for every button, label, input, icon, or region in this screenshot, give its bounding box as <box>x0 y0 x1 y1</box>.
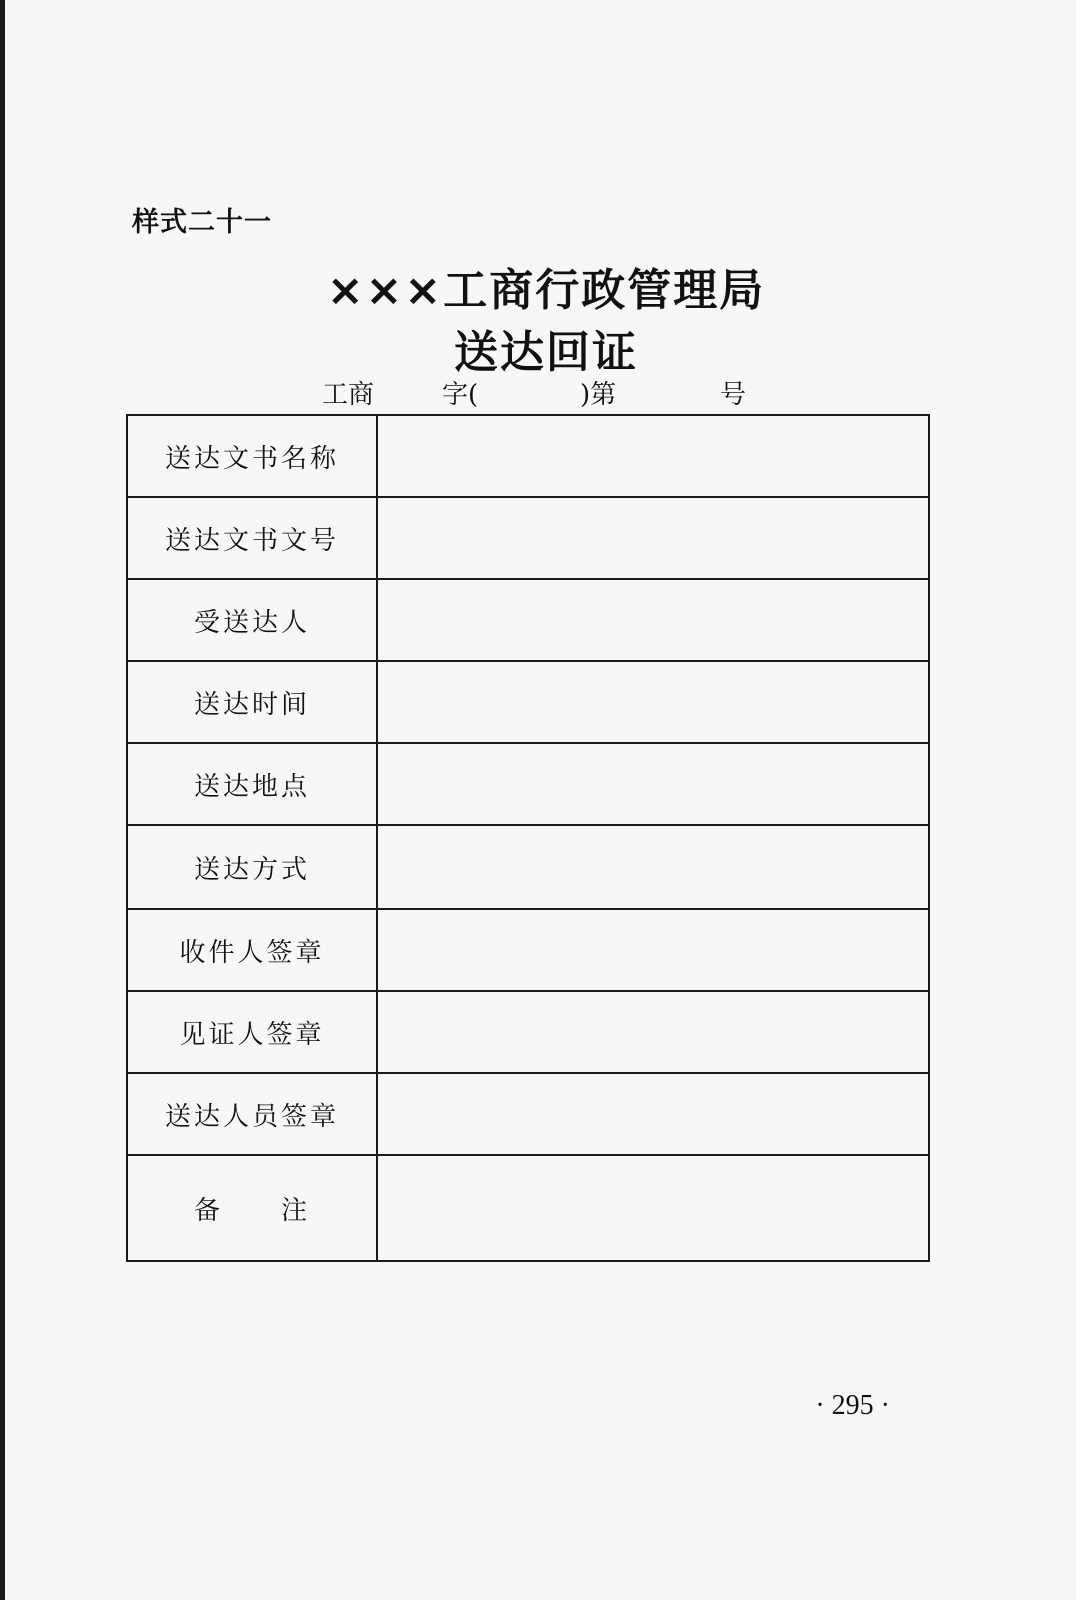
row-label: 送达方式 <box>127 825 377 909</box>
table-row <box>127 1155 929 1261</box>
page-spine-edge <box>0 0 5 1600</box>
table-row <box>127 909 929 991</box>
table-row <box>127 743 929 825</box>
row-value-field[interactable] <box>377 497 929 579</box>
agency-title: ×××工商行政管理局 <box>326 265 766 316</box>
row-label: 见证人签章 <box>127 991 377 1073</box>
row-label: 送达文书名称 <box>127 415 377 497</box>
table-row <box>127 579 929 661</box>
row-label: 备 注 <box>127 1155 377 1261</box>
row-value-field[interactable] <box>377 825 929 909</box>
table-row <box>127 415 929 497</box>
row-label: 送达人员签章 <box>127 1073 377 1155</box>
table-row <box>127 991 929 1073</box>
reference-number-line <box>322 374 792 408</box>
reference-prefix: 工商 <box>322 380 375 410</box>
row-value-field[interactable] <box>377 415 929 497</box>
row-value-field[interactable] <box>377 661 929 743</box>
document-title: 送达回证 <box>454 327 638 378</box>
page-number: · 295 · <box>815 1390 890 1421</box>
table-row <box>127 825 929 909</box>
service-receipt-table <box>126 414 930 1262</box>
table-row <box>127 497 929 579</box>
reference-ordinal: )第 <box>580 380 617 410</box>
row-label: 送达文书文号 <box>127 497 377 579</box>
table-row <box>127 661 929 743</box>
row-value-field[interactable] <box>377 1073 929 1155</box>
row-label: 收件人签章 <box>127 909 377 991</box>
row-label: 受送达人 <box>127 579 377 661</box>
row-value-field[interactable] <box>377 743 929 825</box>
row-value-field[interactable] <box>377 579 929 661</box>
row-label: 送达时间 <box>127 661 377 743</box>
reference-char: 字( <box>442 380 479 410</box>
style-label: 样式二十一 <box>132 207 272 238</box>
table-row <box>127 1073 929 1155</box>
row-value-field[interactable] <box>377 1155 929 1261</box>
row-value-field[interactable] <box>377 991 929 1073</box>
reference-suffix: 号 <box>720 380 747 410</box>
row-value-field[interactable] <box>377 909 929 991</box>
row-label: 送达地点 <box>127 743 377 825</box>
